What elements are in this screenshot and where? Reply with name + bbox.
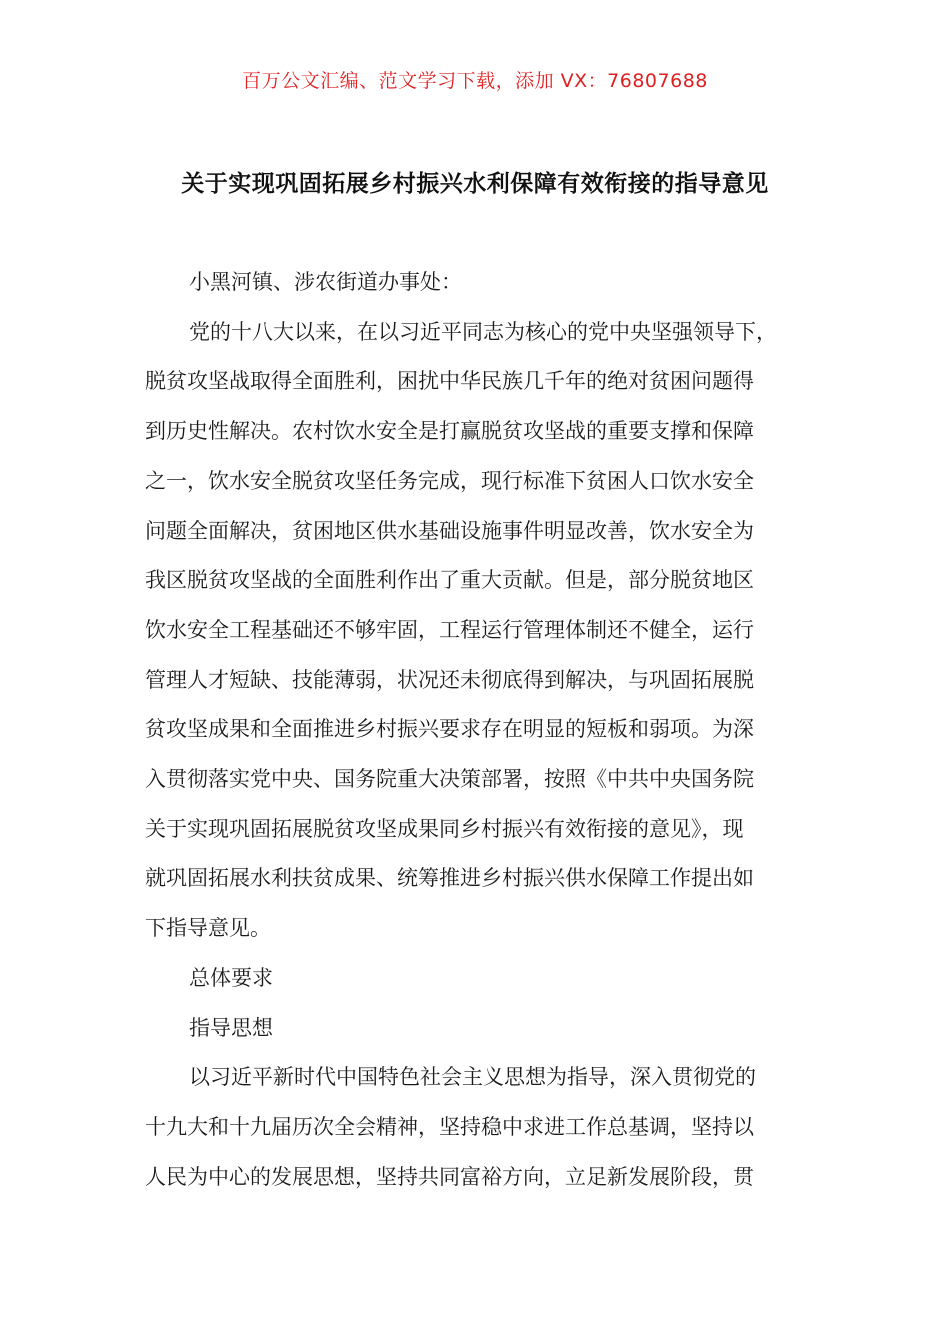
- header-watermark-banner: 百万公文汇编、范文学习下载，添加 VX：76807688: [242, 70, 708, 92]
- paragraph-guiding-ideology: [145, 1053, 805, 1202]
- paragraph-line: 人民为中心的发展思想，坚持共同富裕方向，立足新发展阶段，贯: [145, 1164, 754, 1189]
- paragraph-line: 到历史性解决。农村饮水安全是打赢脱贫攻坚战的重要支撑和保障: [145, 419, 754, 444]
- paragraph-line: 以习近平新时代中国特色社会主义思想为指导，深入贯彻党的: [189, 1065, 756, 1090]
- section-heading-guiding-ideology: 指导思想: [189, 1015, 273, 1040]
- paragraph-line: 党的十八大以来，在以习近平同志为核心的党中央坚强领导下，: [189, 319, 777, 344]
- paragraph-line: 关于实现巩固拓展脱贫攻坚成果同乡村振兴有效衔接的意见》，现: [145, 816, 744, 841]
- paragraph-line: 贫攻坚成果和全面推进乡村振兴要求存在明显的短板和弱项。为深: [145, 717, 754, 742]
- section-heading-general-requirements: 总体要求: [189, 965, 273, 990]
- paragraph-line: 饮水安全工程基础还不够牢固，工程运行管理体制还不健全，运行: [145, 617, 754, 642]
- paragraph-line: 脱贫攻坚战取得全面胜利，困扰中华民族几千年的绝对贫困问题得: [145, 369, 754, 394]
- paragraph-line: 下指导意见。: [145, 916, 271, 941]
- paragraph-line: 管理人才短缺、技能薄弱，状况还未彻底得到解决，与巩固拓展脱: [145, 667, 754, 692]
- paragraph-line: 之一，饮水安全脱贫攻坚任务完成，现行标准下贫困人口饮水安全: [145, 468, 754, 493]
- paragraph-line: 十九大和十九届历次全会精神，坚持稳中求进工作总基调，坚持以: [145, 1114, 754, 1139]
- paragraph-line: 问题全面解决，贫困地区供水基础设施事件明显改善，饮水安全为: [145, 518, 754, 543]
- paragraph-line: 就巩固拓展水利扶贫成果、统筹推进乡村振兴供水保障工作提出如: [145, 866, 754, 891]
- document-body: [145, 258, 805, 1202]
- paragraph-intro: [145, 308, 805, 954]
- addressee-line: 小黑河镇、涉农街道办事处：: [189, 270, 462, 294]
- paragraph-line: 我区脱贫攻坚战的全面胜利作出了重大贡献。但是，部分脱贫地区: [145, 568, 754, 593]
- paragraph-line: 入贯彻落实党中央、国务院重大决策部署，按照《中共中央国务院: [145, 767, 754, 792]
- document-title: 关于实现巩固拓展乡村振兴水利保障有效衔接的指导意见: [181, 171, 769, 197]
